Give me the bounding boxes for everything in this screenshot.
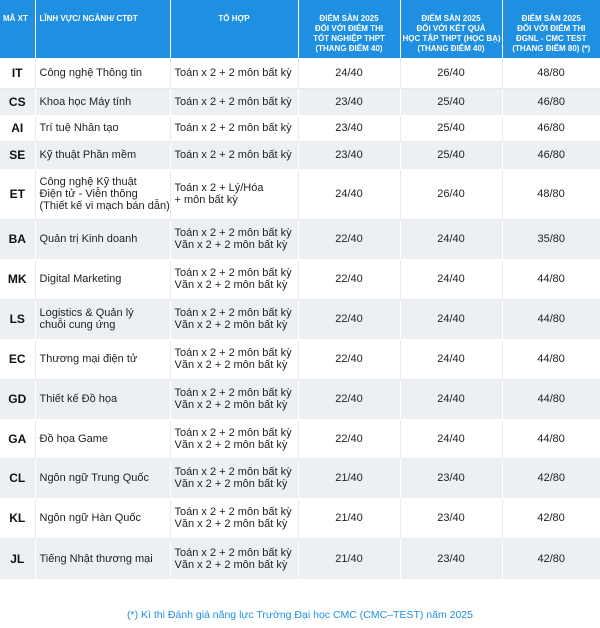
combo-line: Văn x 2 + 2 môn bất kỳ <box>174 239 288 251</box>
program-field <box>35 458 170 498</box>
table-row <box>0 115 600 141</box>
score-hocba: 26/40 <box>400 169 502 219</box>
combo-line: Văn x 2 + 2 môn bất kỳ <box>174 399 288 411</box>
program-code: IT <box>0 58 35 88</box>
combo-line: Toán x 2 + 2 môn bất kỳ <box>174 426 292 439</box>
score-dgnl: 48/80 <box>502 58 600 88</box>
score-dgnl: 44/80 <box>502 339 600 379</box>
program-code: CL <box>0 458 35 498</box>
score-thpt: 23/40 <box>298 88 400 115</box>
program-field <box>35 299 170 339</box>
subject-combo <box>170 88 298 115</box>
score-hocba: 24/40 <box>400 219 502 259</box>
field-line: Đồ họa Game <box>39 432 108 445</box>
header-dgnl-line: ĐỐI VỚI ĐIỂM THI <box>517 24 586 33</box>
table-row <box>0 458 600 498</box>
combo-line: Văn x 2 + 2 môn bất kỳ <box>174 279 288 291</box>
header-hocba <box>400 0 502 58</box>
score-dgnl: 46/80 <box>502 115 600 141</box>
score-dgnl: 44/80 <box>502 379 600 419</box>
subject-combo <box>170 498 298 538</box>
table-row <box>0 299 600 339</box>
header-thpt <box>298 0 400 58</box>
header-hocba-line: ĐIỂM SÀN 2025 <box>421 14 481 23</box>
header-field: LĨNH VỰC/ NGÀNH/ CTĐT <box>35 0 170 58</box>
field-line: Quản trị Kinh doanh <box>39 233 138 245</box>
field-line: Điện tử - Viễn thông <box>39 188 138 200</box>
subject-combo <box>170 299 298 339</box>
score-thpt: 24/40 <box>298 58 400 88</box>
subject-combo <box>170 219 298 259</box>
score-thpt: 22/40 <box>298 339 400 379</box>
program-field <box>35 169 170 219</box>
program-field <box>35 115 170 141</box>
score-hocba: 23/40 <box>400 458 502 498</box>
program-code: AI <box>0 115 35 141</box>
program-code: ET <box>0 169 35 219</box>
program-field <box>35 88 170 115</box>
subject-combo <box>170 339 298 379</box>
subject-combo <box>170 419 298 458</box>
score-hocba: 26/40 <box>400 58 502 88</box>
header-thpt-line: ĐỐI VỚI ĐIỂM THI <box>314 24 384 33</box>
score-dgnl: 44/80 <box>502 419 600 458</box>
subject-combo <box>170 169 298 219</box>
table-row <box>0 419 600 458</box>
table-header <box>0 0 600 58</box>
score-dgnl: 42/80 <box>502 498 600 538</box>
field-line: Logistics & Quản lý <box>39 307 134 319</box>
combo-line: Toán x 2 + Lý/Hóa <box>174 182 264 194</box>
combo-line: Toán x 2 + 2 môn bất kỳ <box>174 95 292 108</box>
combo-line: Văn x 2 + 2 môn bất kỳ <box>174 319 288 331</box>
program-field <box>35 419 170 458</box>
program-code: MK <box>0 259 35 299</box>
program-field <box>35 58 170 88</box>
score-hocba: 24/40 <box>400 299 502 339</box>
score-thpt: 23/40 <box>298 115 400 141</box>
score-thpt: 22/40 <box>298 299 400 339</box>
program-field <box>35 379 170 419</box>
subject-combo <box>170 141 298 169</box>
field-line: Thiết kế Đồ họa <box>39 393 118 405</box>
combo-line: Văn x 2 + 2 môn bất kỳ <box>174 359 288 371</box>
table-row <box>0 141 600 169</box>
program-code: LS <box>0 299 35 339</box>
header-hocba-line: HỌC TẬP THPT (HỌC BẠ) <box>402 34 501 43</box>
field-line: Thương mại điện tử <box>39 353 138 365</box>
combo-line: Toán x 2 + 2 môn bất kỳ <box>174 149 292 161</box>
header-dgnl-line: ĐGNL - CMC TEST <box>515 34 587 43</box>
field-line: Công nghệ Kỹ thuật <box>39 176 137 188</box>
score-dgnl: 46/80 <box>502 88 600 115</box>
score-dgnl: 44/80 <box>502 259 600 299</box>
program-field <box>35 339 170 379</box>
program-field <box>35 538 170 579</box>
field-line: Digital Marketing <box>39 273 122 285</box>
score-hocba: 25/40 <box>400 88 502 115</box>
table-row <box>0 88 600 115</box>
combo-line: Toán x 2 + 2 môn bất kỳ <box>174 227 292 239</box>
field-line: Công nghệ Thông tin <box>39 66 143 79</box>
subject-combo <box>170 58 298 88</box>
table-row <box>0 169 600 219</box>
table-row <box>0 219 600 259</box>
combo-line: Toán x 2 + 2 môn bất kỳ <box>174 387 292 399</box>
combo-line: + môn bất kỳ <box>174 194 238 206</box>
combo-line: Toán x 2 + 2 môn bất kỳ <box>174 267 292 279</box>
field-line: Khoa học Máy tính <box>39 95 132 108</box>
score-thpt: 22/40 <box>298 379 400 419</box>
combo-line: Toán x 2 + 2 môn bất kỳ <box>174 347 292 359</box>
combo-line: Văn x 2 + 2 môn bất kỳ <box>174 518 288 530</box>
program-code: SE <box>0 141 35 169</box>
score-hocba: 25/40 <box>400 115 502 141</box>
field-line: chuỗi cung ứng <box>39 319 116 331</box>
score-dgnl: 42/80 <box>502 458 600 498</box>
header-dgnl-line: (THANG ĐIỂM 80) (*) <box>512 44 591 53</box>
program-code: CS <box>0 88 35 115</box>
field-line: (Thiết kế vi mạch bán dẫn) <box>39 200 170 212</box>
table-row <box>0 58 600 88</box>
program-code: JL <box>0 538 35 579</box>
combo-line: Văn x 2 + 2 môn bất kỳ <box>174 438 288 451</box>
table-row <box>0 498 600 538</box>
score-dgnl: 46/80 <box>502 141 600 169</box>
combo-line: Toán x 2 + 2 môn bất kỳ <box>174 546 292 559</box>
score-hocba: 25/40 <box>400 141 502 169</box>
subject-combo <box>170 259 298 299</box>
field-line: Ngôn ngữ Hàn Quốc <box>39 512 142 524</box>
subject-combo <box>170 115 298 141</box>
score-thpt: 22/40 <box>298 419 400 458</box>
score-hocba: 24/40 <box>400 379 502 419</box>
program-field <box>35 498 170 538</box>
program-field <box>35 259 170 299</box>
program-field <box>35 141 170 169</box>
program-code: EC <box>0 339 35 379</box>
score-hocba: 24/40 <box>400 419 502 458</box>
program-code: GD <box>0 379 35 419</box>
score-hocba: 24/40 <box>400 339 502 379</box>
program-code: GA <box>0 419 35 458</box>
header-code: MÃ XT <box>0 0 35 58</box>
table-row <box>0 259 600 299</box>
field-line: Tiếng Nhật thương mại <box>39 552 153 565</box>
score-hocba: 24/40 <box>400 259 502 299</box>
header-thpt-line: TỐT NGHIỆP THPT <box>313 34 385 43</box>
score-dgnl: 48/80 <box>502 169 600 219</box>
score-thpt: 21/40 <box>298 498 400 538</box>
combo-line: Văn x 2 + 2 môn bất kỳ <box>174 478 288 490</box>
combo-line: Văn x 2 + 2 môn bất kỳ <box>174 558 288 571</box>
combo-line: Toán x 2 + 2 môn bất kỳ <box>174 506 292 518</box>
program-code: KL <box>0 498 35 538</box>
combo-line: Toán x 2 + 2 môn bất kỳ <box>174 466 292 478</box>
score-thpt: 22/40 <box>298 219 400 259</box>
score-dgnl: 44/80 <box>502 299 600 339</box>
header-dgnl-line: ĐIỂM SÀN 2025 <box>521 14 581 23</box>
subject-combo <box>170 538 298 579</box>
header-thpt-line: (THANG ĐIỂM 40) <box>315 44 383 53</box>
score-thpt: 21/40 <box>298 458 400 498</box>
header-hocba-line: ĐỐI VỚI KẾT QUẢ <box>416 24 486 33</box>
table-row <box>0 379 600 419</box>
score-thpt: 22/40 <box>298 259 400 299</box>
score-hocba: 23/40 <box>400 538 502 579</box>
header-dgnl <box>502 0 600 58</box>
combo-line: Toán x 2 + 2 môn bất kỳ <box>174 307 292 319</box>
score-thpt: 24/40 <box>298 169 400 219</box>
subject-combo <box>170 458 298 498</box>
program-field <box>35 219 170 259</box>
field-line: Trí tuệ Nhân tạo <box>39 122 119 134</box>
header-combo: TỔ HỢP <box>170 0 298 58</box>
subject-combo <box>170 379 298 419</box>
score-dgnl: 42/80 <box>502 538 600 579</box>
score-hocba: 23/40 <box>400 498 502 538</box>
score-thpt: 23/40 <box>298 141 400 169</box>
table-row <box>0 339 600 379</box>
table-row <box>0 538 600 579</box>
table-body <box>0 58 600 579</box>
score-thpt: 21/40 <box>298 538 400 579</box>
field-line: Kỹ thuật Phần mềm <box>39 149 137 161</box>
program-code: BA <box>0 219 35 259</box>
combo-line: Toán x 2 + 2 môn bất kỳ <box>174 122 292 134</box>
field-line: Ngôn ngữ Trung Quốc <box>39 472 149 484</box>
footnote: (*) Kì thi Đánh giá năng lực Trường Đại học CMC (CMC–TEST) năm 2025 <box>127 609 473 621</box>
score-dgnl: 35/80 <box>502 219 600 259</box>
header-hocba-line: (THANG ĐIỂM 40) <box>417 44 485 53</box>
header-thpt-line: ĐIỂM SÀN 2025 <box>319 14 379 23</box>
combo-line: Toán x 2 + 2 môn bất kỳ <box>174 66 292 79</box>
